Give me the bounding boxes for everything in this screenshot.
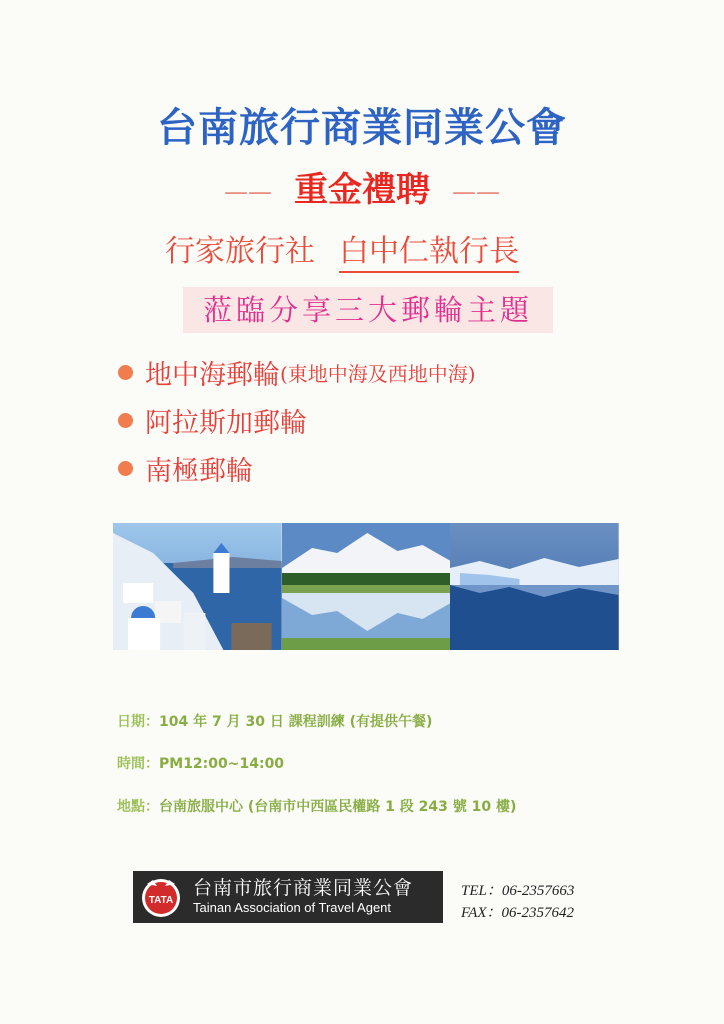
bullet-sub: (東地中海及西地中海) — [280, 361, 476, 386]
place-label: 地點： — [117, 799, 159, 815]
speaker-row — [165, 226, 519, 270]
place-value: 台南旅服中心 (台南市中西區民權路 1 段 243 號 10 樓) — [159, 799, 517, 815]
date-value: 104 年 7 月 30 日 課程訓練 (有提供午餐) — [159, 714, 433, 730]
org-name-en: Tainan Association of Travel Agent — [193, 900, 392, 915]
list-item — [118, 348, 476, 396]
tel-line: TEL：06-2357663 — [461, 883, 575, 899]
list-item — [118, 396, 476, 444]
photo-strip — [113, 523, 619, 650]
fax-line: FAX：06-2357642 — [461, 905, 575, 921]
bullet-dot-icon — [118, 365, 133, 380]
bullet-main: 地中海郵輪 — [145, 359, 280, 391]
place-line — [117, 796, 516, 816]
cruise-topic-list — [118, 348, 476, 492]
speaker-agency: 行家旅行社 — [165, 234, 315, 269]
subtitle-dash-right: —— — [452, 177, 500, 206]
association-banner — [133, 871, 443, 923]
speaker-name: 白中仁執行長 — [339, 234, 519, 273]
antarctic-ice-photo — [450, 523, 619, 650]
time-line — [117, 753, 284, 773]
tata-logo-icon — [139, 876, 183, 918]
bullet-main: 南極郵輪 — [145, 455, 253, 487]
time-value: PM12:00~14:00 — [159, 756, 285, 772]
date-label: 日期： — [117, 714, 159, 730]
subtitle-text: 重金禮聘 — [294, 170, 430, 210]
contact-info — [461, 880, 574, 924]
logo-text: TATA — [148, 895, 174, 906]
topic-banner: 蒞臨分享三大郵輪主題 — [183, 287, 553, 333]
bullet-main: 阿拉斯加郵輪 — [145, 407, 307, 439]
subtitle-row — [0, 162, 724, 211]
bullet-dot-icon — [118, 413, 133, 428]
list-item — [118, 444, 476, 492]
santorini-photo — [113, 523, 282, 650]
alaska-mountain-photo — [282, 523, 451, 650]
subtitle-dash-left: —— — [224, 177, 272, 206]
bullet-dot-icon — [118, 461, 133, 476]
time-label: 時間： — [117, 756, 159, 772]
org-name-cn: 台南市旅行商業同業公會 — [193, 877, 414, 899]
banner-text — [193, 877, 413, 917]
page-title: 台南旅行商業同業公會 — [157, 105, 567, 151]
date-line — [117, 711, 432, 731]
